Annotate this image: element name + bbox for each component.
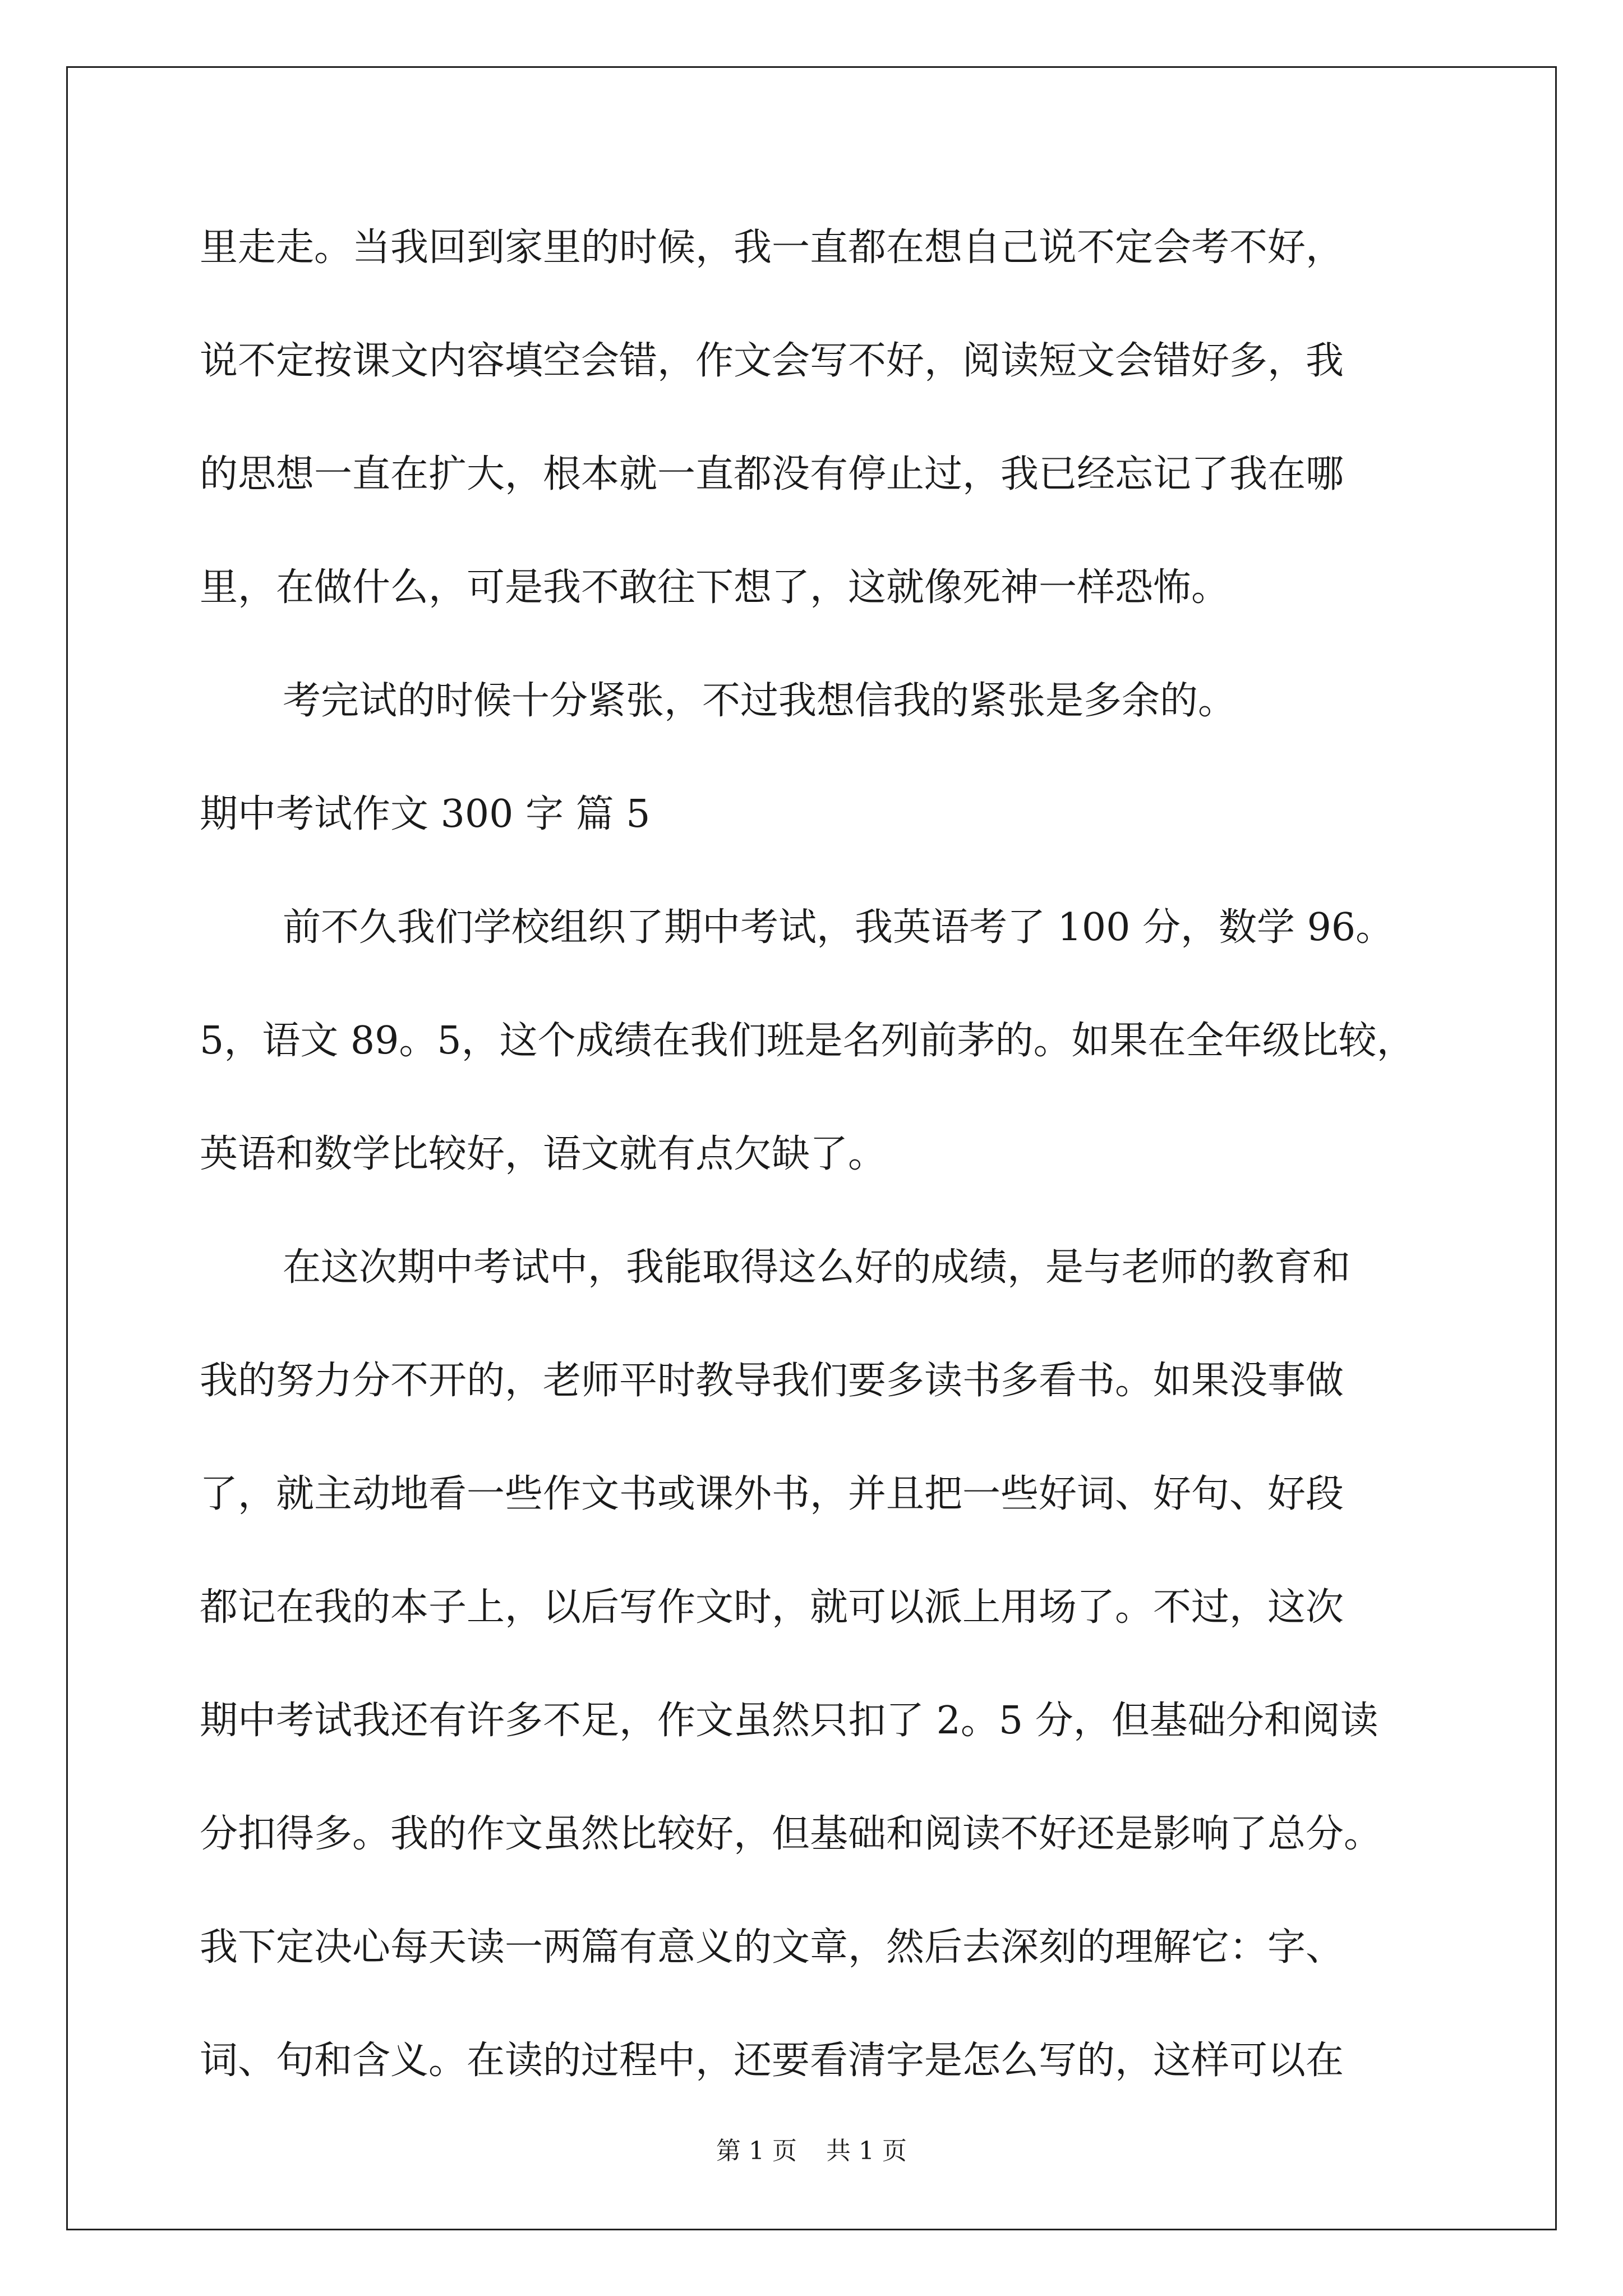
page-footer — [0, 2131, 1623, 2166]
paragraph-line: 我的努力分不开的，老师平时教导我们要多读书多看书。如果没事做 — [200, 1359, 1344, 1403]
paragraph-line: 了，就主动地看一些作文书或课外书，并且把一些好词、好句、好段 — [200, 1472, 1344, 1516]
page-total: 共 1 页 — [826, 2137, 907, 2165]
paragraph-line: 说不定按课文内容填空会错，作文会写不好，阅读短文会错好多，我 — [200, 339, 1344, 383]
paragraph-line: 的思想一直在扩大，根本就一直都没有停止过，我已经忘记了我在哪 — [200, 452, 1344, 496]
paragraph-line: 考完试的时候十分紧张，不过我想信我的紧张是多余的。 — [283, 679, 1237, 723]
paragraph-line: 分扣得多。我的作文虽然比较好，但基础和阅读不好还是影响了总分。 — [200, 1812, 1382, 1856]
section-heading: 期中考试作文 300 字 篇 5 — [200, 792, 651, 836]
paragraph-line: 我下定决心每天读一两篇有意义的文章，然后去深刻的理解它：字、 — [200, 1925, 1344, 1970]
paragraph-line: 里，在做什么，可是我不敢往下想了，这就像死神一样恐怖。 — [200, 565, 1230, 610]
paragraph-line: 在这次期中考试中，我能取得这么好的成绩，是与老师的教育和 — [283, 1245, 1351, 1290]
paragraph-line: 里走走。当我回到家里的时候，我一直都在想自己说不定会考不好， — [200, 226, 1344, 270]
page-number: 第 1 页 — [716, 2137, 797, 2165]
paragraph-line: 都记在我的本子上，以后写作文时，就可以派上用场了。不过，这次 — [200, 1585, 1344, 1630]
paragraph-line: 词、句和含义。在读的过程中，还要看清字是怎么写的，这样可以在 — [200, 2039, 1344, 2083]
paragraph-line: 5，语文 89。5，这个成绩在我们班是名列前茅的。如果在全年级比较， — [200, 1019, 1415, 1063]
paragraph-line: 期中考试我还有许多不足，作文虽然只扣了 2。5 分，但基础分和阅读 — [200, 1699, 1378, 1743]
paragraph-line: 英语和数学比较好，语文就有点欠缺了。 — [200, 1132, 887, 1176]
paragraph-line: 前不久我们学校组织了期中考试，我英语考了 100 分，数学 96。 — [283, 905, 1394, 950]
